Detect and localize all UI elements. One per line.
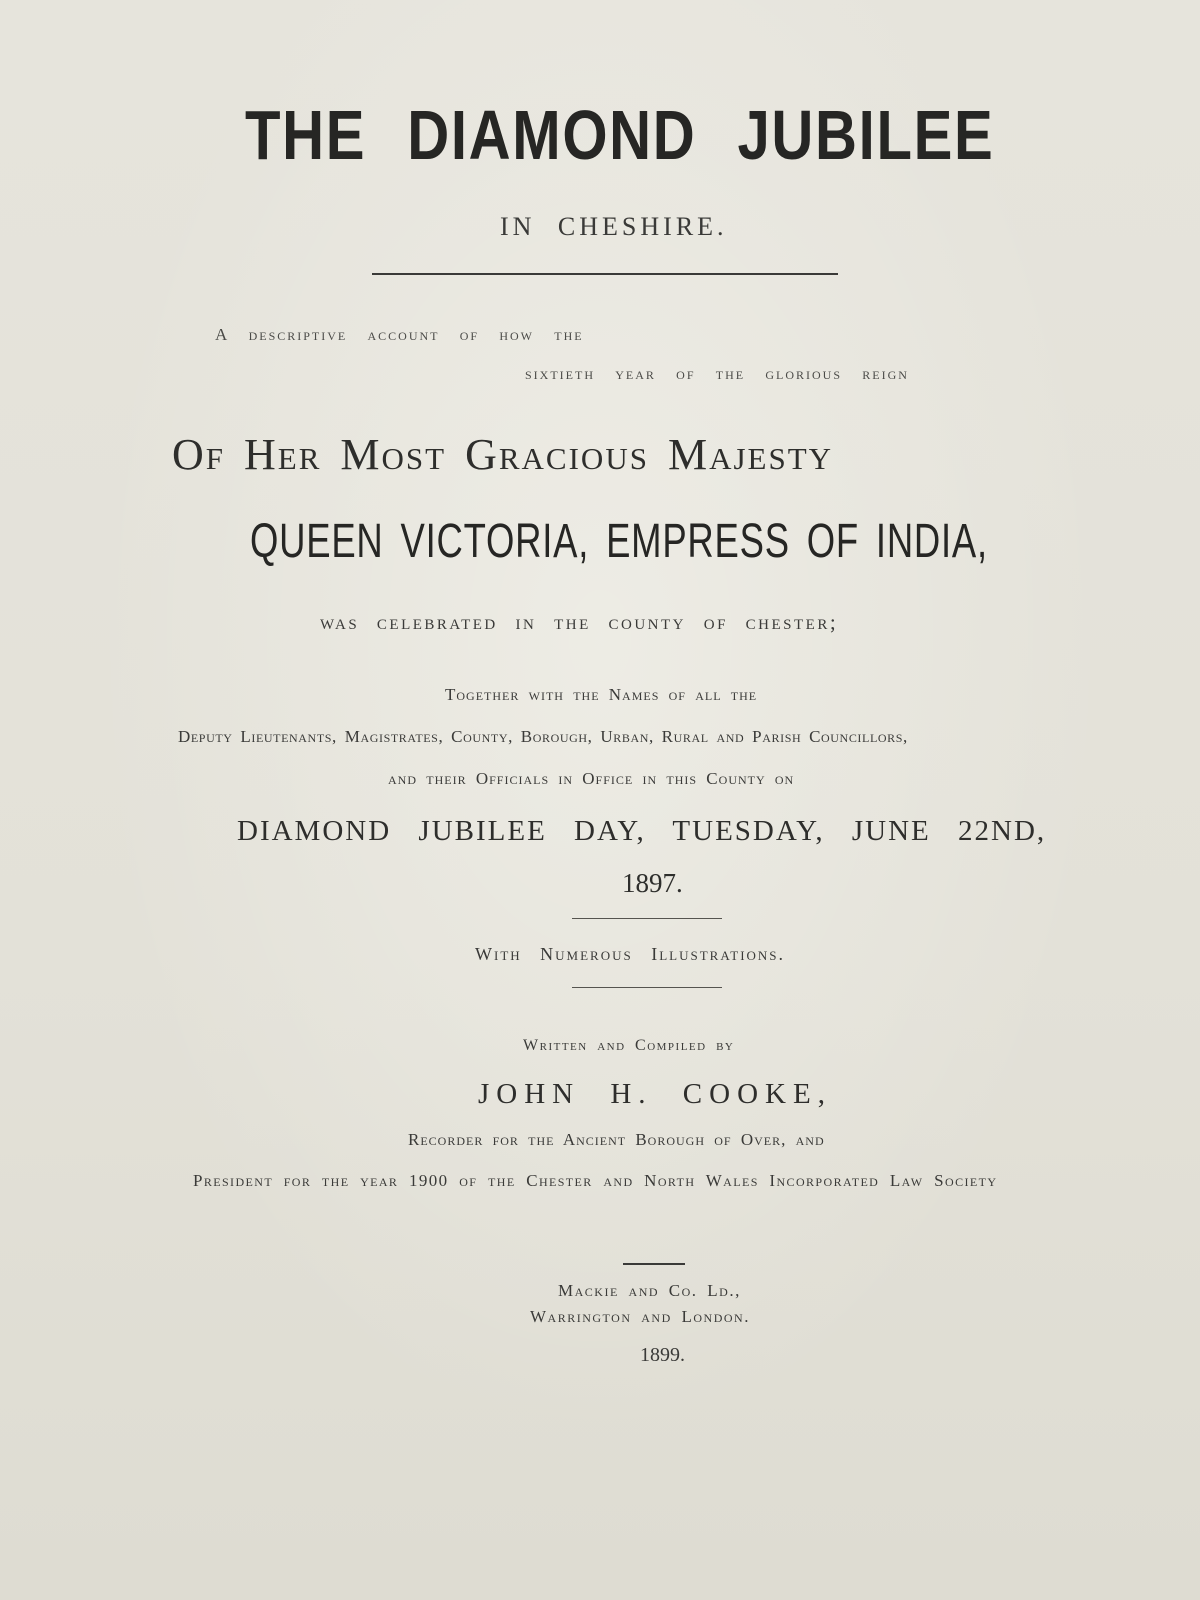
- written-line: Written and Compiled by: [523, 1037, 735, 1054]
- officials-line: and their Officials in Office in this County on: [388, 769, 795, 788]
- publication-year: 1899.: [640, 1344, 685, 1366]
- description-line-2: sixtieth year of the glorious reign: [525, 364, 909, 383]
- author-name: JOHN H. COOKE,: [478, 1078, 832, 1110]
- queen-line: QUEEN VICTORIA, EMPRESS OF INDIA,: [250, 515, 988, 568]
- together-line: Together with the Names of all the: [445, 685, 758, 704]
- jubilee-day-line: DIAMOND JUBILEE DAY, TUESDAY, JUNE 22ND,: [237, 815, 1047, 847]
- publisher-divider: [623, 1263, 685, 1265]
- illustrations-line: With Numerous Illustrations.: [475, 944, 786, 964]
- description-line-1: A descriptive account of how the: [215, 325, 584, 344]
- publisher-place: Warrington and London.: [530, 1307, 750, 1326]
- president-line: President for the year 1900 of the Chester and North Wales Incorporated Law Society: [193, 1171, 998, 1190]
- jubilee-year: 1897.: [622, 868, 683, 898]
- recorder-line: Recorder for the Ancient Borough of Over, and: [408, 1130, 825, 1149]
- book-title: THE DIAMOND JUBILEE: [245, 96, 995, 174]
- book-subtitle: IN CHESHIRE.: [500, 212, 728, 241]
- title-divider: [372, 273, 838, 275]
- celebrated-line: was celebrated in the county of chester;: [320, 610, 839, 634]
- illustrations-bottom-divider: [572, 987, 722, 988]
- deputy-line: Deputy Lieutenants, Magistrates, County, Borough, Urban, Rural and Parish Councillors,: [178, 727, 908, 746]
- illustrations-top-divider: [572, 918, 722, 919]
- publisher-name: Mackie and Co. Ld.,: [558, 1281, 741, 1300]
- majesty-line: Of Her Most Gracious Majesty: [172, 430, 834, 479]
